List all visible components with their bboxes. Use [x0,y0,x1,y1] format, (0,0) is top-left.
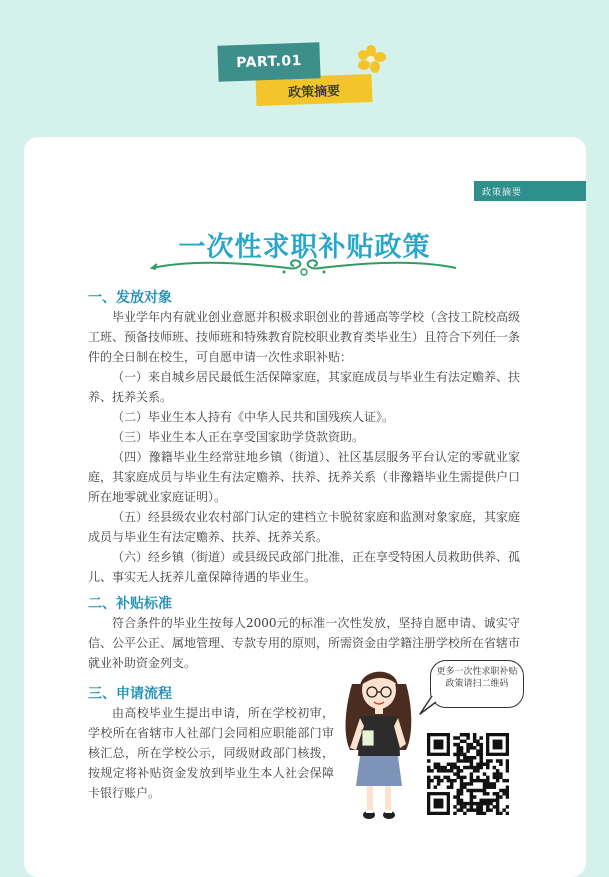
corner-tab: 政策摘要 [474,181,586,201]
flower-icon [355,44,387,74]
page-title: 一次性求职补贴政策 [178,232,431,263]
paragraph: 符合条件的毕业生按每人2000元的标准一次性发放，坚持自愿申请、诚实守信、公平公正、属地管理、专款专用的原则，所需资金由学籍注册学校所在省辖市就业补助资金列支。 [88,616,521,670]
section-heading-1: 一、发放对象 [88,290,172,306]
speech-bubble-tail-icon [418,694,438,716]
paragraph: （二）毕业生本人持有《中华人民共和国残疾人证》。 [112,410,395,424]
speech-bubble: 更多一次性求职补贴政策请扫二维码 [430,660,524,708]
section-body-3 [88,703,334,803]
qr-code-image[interactable] [427,733,509,815]
paragraph: （六）经乡镇（街道）或县级民政部门批准，正在享受特困人员救助供养、孤儿、事实无人抚养儿童保障待遇的毕业生。 [88,550,521,584]
paragraph: （五）经县级农业农村部门认定的建档立卡脱贫家庭和监测对象家庭，其家庭成员与毕业生有法定赡养、扶养、抚养关系。 [88,510,521,544]
section-body-1 [88,307,520,587]
paragraph: （一）来自城乡居民最低生活保障家庭，其家庭成员与毕业生有法定赡养、扶养、抚养关系。 [88,370,521,404]
paragraph: 由高校毕业生提出申请，所在学校初审，学校所在省辖市人社部门会同相应职能部门审核汇总，所在学校公示，同级财政部门核拨，按规定将补贴资金发放到毕业生本人社会保障卡银行账户。 [88,706,334,800]
paragraph: （四）豫籍毕业生经常驻地乡镇（街道）、社区基层服务平台认定的零就业家庭，其家庭成员与毕业生有法定赡养、扶养、抚养关系（非豫籍毕业生需提供户口所在地零就业家庭证明）。 [88,450,521,504]
section-heading-3: 三、申请流程 [88,686,172,702]
swirl-divider [148,256,460,278]
section-heading-2: 二、补贴标准 [88,596,172,612]
section-label: 政策摘要 [256,74,373,106]
cartoon-girl-illustration [336,664,422,824]
part-label: PART.01 [217,42,320,82]
paragraph: （三）毕业生本人正在享受国家助学贷款资助。 [112,430,365,444]
paragraph: 毕业学年内有就业创业意愿并积极求职创业的普通高等学校（含技工院校高级工班、预备技师班、技师班和特殊教育院校职业教育类毕业生）且符合下列任一条件的全日制在校生，可自愿申请一次性求职补贴： [88,310,521,364]
